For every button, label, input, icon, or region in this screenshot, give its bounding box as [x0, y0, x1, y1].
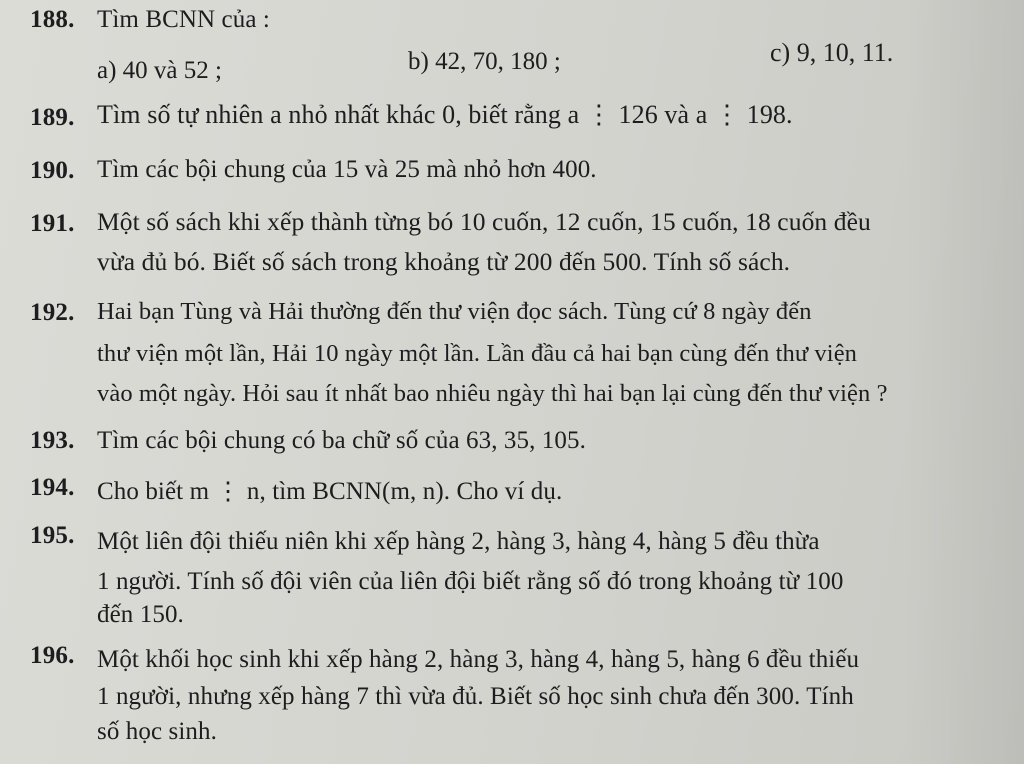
- problem-192-line-2: thư viện một lần, Hải 10 ngày một lần. Lần đầu cả hai bạn cùng đến thư viện: [97, 340, 858, 367]
- problem-number-188: 188.: [30, 6, 75, 33]
- problem-number-196: 196.: [30, 642, 75, 669]
- problem-195-line-1: Một liên đội thiếu niên khi xếp hàng 2, hàng 3, hàng 4, hàng 5 đều thừa: [97, 528, 820, 555]
- problem-number-195: 195.: [30, 522, 75, 549]
- problem-191-line-2: vừa đủ bó. Biết số sách trong khoảng từ 200 đến 500. Tính số sách.: [97, 247, 791, 276]
- problem-number-190: 190.: [30, 157, 75, 184]
- problem-188-text: Tìm BCNN của :: [97, 6, 270, 33]
- problem-190-text: Tìm các bội chung của 15 và 25 mà nhỏ hơn 400.: [97, 156, 597, 183]
- page-edge-shadow: [904, 0, 1024, 764]
- problem-188-part-a: a) 40 và 52 ;: [97, 57, 222, 84]
- problem-195-line-3: đến 150.: [97, 601, 184, 628]
- problem-192-line-1: Hai bạn Tùng và Hải thường đến thư viện đọc sách. Tùng cứ 8 ngày đến: [97, 298, 812, 325]
- problem-188-part-b: b) 42, 70, 180 ;: [408, 48, 561, 75]
- problem-191-line-1: Một số sách khi xếp thành từng bó 10 cuốn, 12 cuốn, 15 cuốn, 18 cuốn đều: [97, 207, 871, 236]
- problem-number-193: 193.: [30, 427, 75, 454]
- problem-192-line-3: vào một ngày. Hỏi sau ít nhất bao nhiêu ngày thì hai bạn lại cùng đến thư viện ?: [97, 380, 888, 407]
- problem-194-text: Cho biết m ⋮ n, tìm BCNN(m, n). Cho ví dụ.: [97, 478, 563, 505]
- problem-196-line-3: số học sinh.: [97, 718, 217, 745]
- problem-188-part-c: c) 9, 10, 11.: [770, 38, 894, 67]
- problem-196-line-1: Một khối học sinh khi xếp hàng 2, hàng 3, hàng 4, hàng 5, hàng 6 đều thiếu: [97, 646, 860, 673]
- problem-193-text: Tìm các bội chung có ba chữ số của 63, 35, 105.: [97, 427, 586, 454]
- problem-number-192: 192.: [30, 299, 75, 326]
- problem-189-text: Tìm số tự nhiên a nhỏ nhất khác 0, biết rằng a ⋮ 126 và a ⋮ 198.: [97, 100, 793, 129]
- problem-number-194: 194.: [30, 474, 75, 501]
- problem-196-line-2: 1 người, nhưng xếp hàng 7 thì vừa đủ. Biết số học sinh chưa đến 300. Tính: [97, 683, 854, 710]
- problem-195-line-2: 1 người. Tính số đội viên của liên đội biết rằng số đó trong khoảng từ 100: [97, 568, 844, 595]
- problem-number-191: 191.: [30, 210, 75, 237]
- problem-number-189: 189.: [30, 104, 75, 131]
